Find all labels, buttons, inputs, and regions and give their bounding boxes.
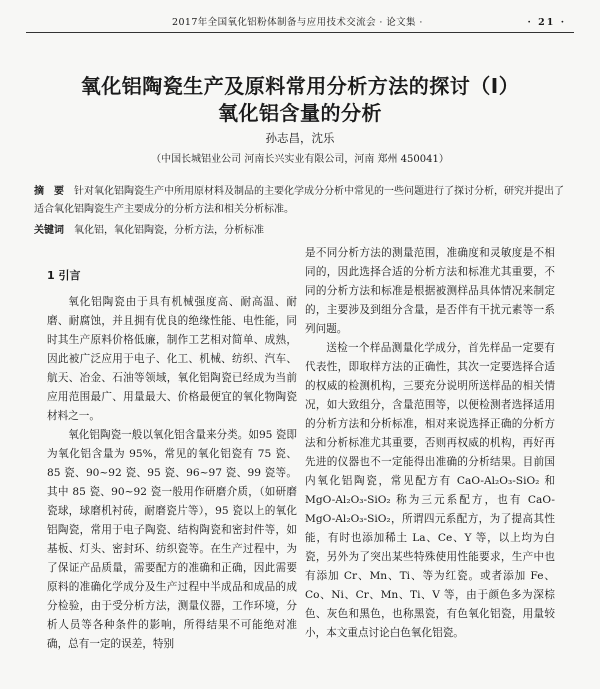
body-paragraph: 送检一个样品测量化学成分，首先样品一定要有代表性，即取样方法的正确性，其次一定要选择合适的权威的检测机构，三要充分说明所送样品的相关情况，如大致组分，含量范围等，以便检测者选择适用的分析方法和分析标准，相对来说选择正确的分析方法和分析标准尤其重要，否则再权威的机构，再好再先进的仪器也不一定能得出准确的分析结果。目前国内氧化铝陶瓷，常见配方有 CaO-Al₂O₃-SiO₂ 和 MgO-Al₂O₃-SiO₂ 称为三元系配方，也有 CaO-MgO-Al₂O₃-SiO₂，所谓四元系配方，为了提高其性能，有时也添加稀土 La、Ce、Y 等，以上均为白瓷，另外为了突出某些特殊使用性能要求，生产中也有添加 Cr、Mn、Ti、等为红瓷。或者添加 Fe、Co、Ni、Cr、Mn、Ti、V 等，由于颜色多为深棕色、灰色和黑色，也称黑瓷，有色氧化铝瓷，用量较小，本文重点讨论白色氧化铝瓷。 — [305, 342, 555, 639]
paper-title-line2: 氧化铝含量的分析 — [218, 101, 382, 125]
keywords-label: 关键词 — [34, 225, 64, 236]
left-column — [47, 252, 297, 654]
abstract-text: 针对氧化铝陶瓷生产中所用原材料及制品的主要化学成分分析中常见的一些问题进行了探讨分析，研究并提出了适合氧化铝陶瓷生产主要成分的分析方法和相关分析标准。 — [34, 186, 564, 215]
body-paragraph: 氧化铝陶瓷一般以氧化铝含量来分类。如95 瓷即为氧化铝含量为 95%，常见的氧化铝瓷有 75 瓷、85 瓷、90~92 瓷、95 瓷、96~97 瓷、99 瓷等。其中 85 瓷、90~92 瓷一般用作研磨介质，（如研磨瓷球，球磨机衬砖，耐磨瓷片等），95 瓷以上的氧化铝陶瓷，常用于电子陶瓷、结构陶瓷和密封件等，如基板、灯头、密封环、纺织瓷等。在生产过程中，为了保证产品质量，需要配方的准确和正确，因此需要原料的准确化学成分及生产过程中半成品和成品的成分检验，由于受分析方法，测量仪器，工作环境，分析人员等各种条件的影响，所得结果不可能绝对准确，总有一定的误差，特别 — [47, 429, 297, 650]
body-paragraph: 是不同分析方法的测量范围，准确度和灵敏度是不相同的，因此选择合适的分析方法和标准尤其重要，不同的分析方法和标准是根据被测样品具体情况来制定的，主要涉及到组分含量，是否伴有干扰元素等一系列问题。 — [305, 247, 555, 335]
running-head-title: 2017年全国氧化铝粉体制备与应用技术交流会 · 论文集 · — [172, 17, 423, 28]
abstract-label: 摘 要 — [34, 186, 64, 197]
page-number: · 21 · — [527, 17, 566, 28]
affiliation: （中国长城铝业公司 河南长兴实业有限公司，河南 郑州 450041） — [151, 154, 449, 165]
keywords — [34, 221, 564, 236]
paper-title-line1: 氧化铝陶瓷生产及原料常用分析方法的探讨（I） — [80, 74, 520, 98]
running-head — [26, 16, 574, 33]
keywords-text: 氧化铝，氧化铝陶瓷，分析方法，分析标准 — [74, 225, 264, 236]
authors: 孙志昌，沈乐 — [265, 131, 335, 145]
right-column — [305, 244, 555, 643]
body-paragraph: 氧化铝陶瓷由于具有机械强度高、耐高温、耐磨、耐腐蚀，并且拥有优良的绝缘性能、电性能，同时其生产原料价格低廉，制作工艺相对简单、成熟，因此被广泛应用于电子、化工、机械、纺织、汽车、航天、冶金、石油等领域，氧化铝陶瓷已经成为当前应用范围最广、用量最大、价格最便宜的氧化物陶瓷材料之一。 — [47, 296, 297, 422]
section-heading: 1 引言 — [47, 269, 81, 282]
abstract — [34, 183, 564, 219]
